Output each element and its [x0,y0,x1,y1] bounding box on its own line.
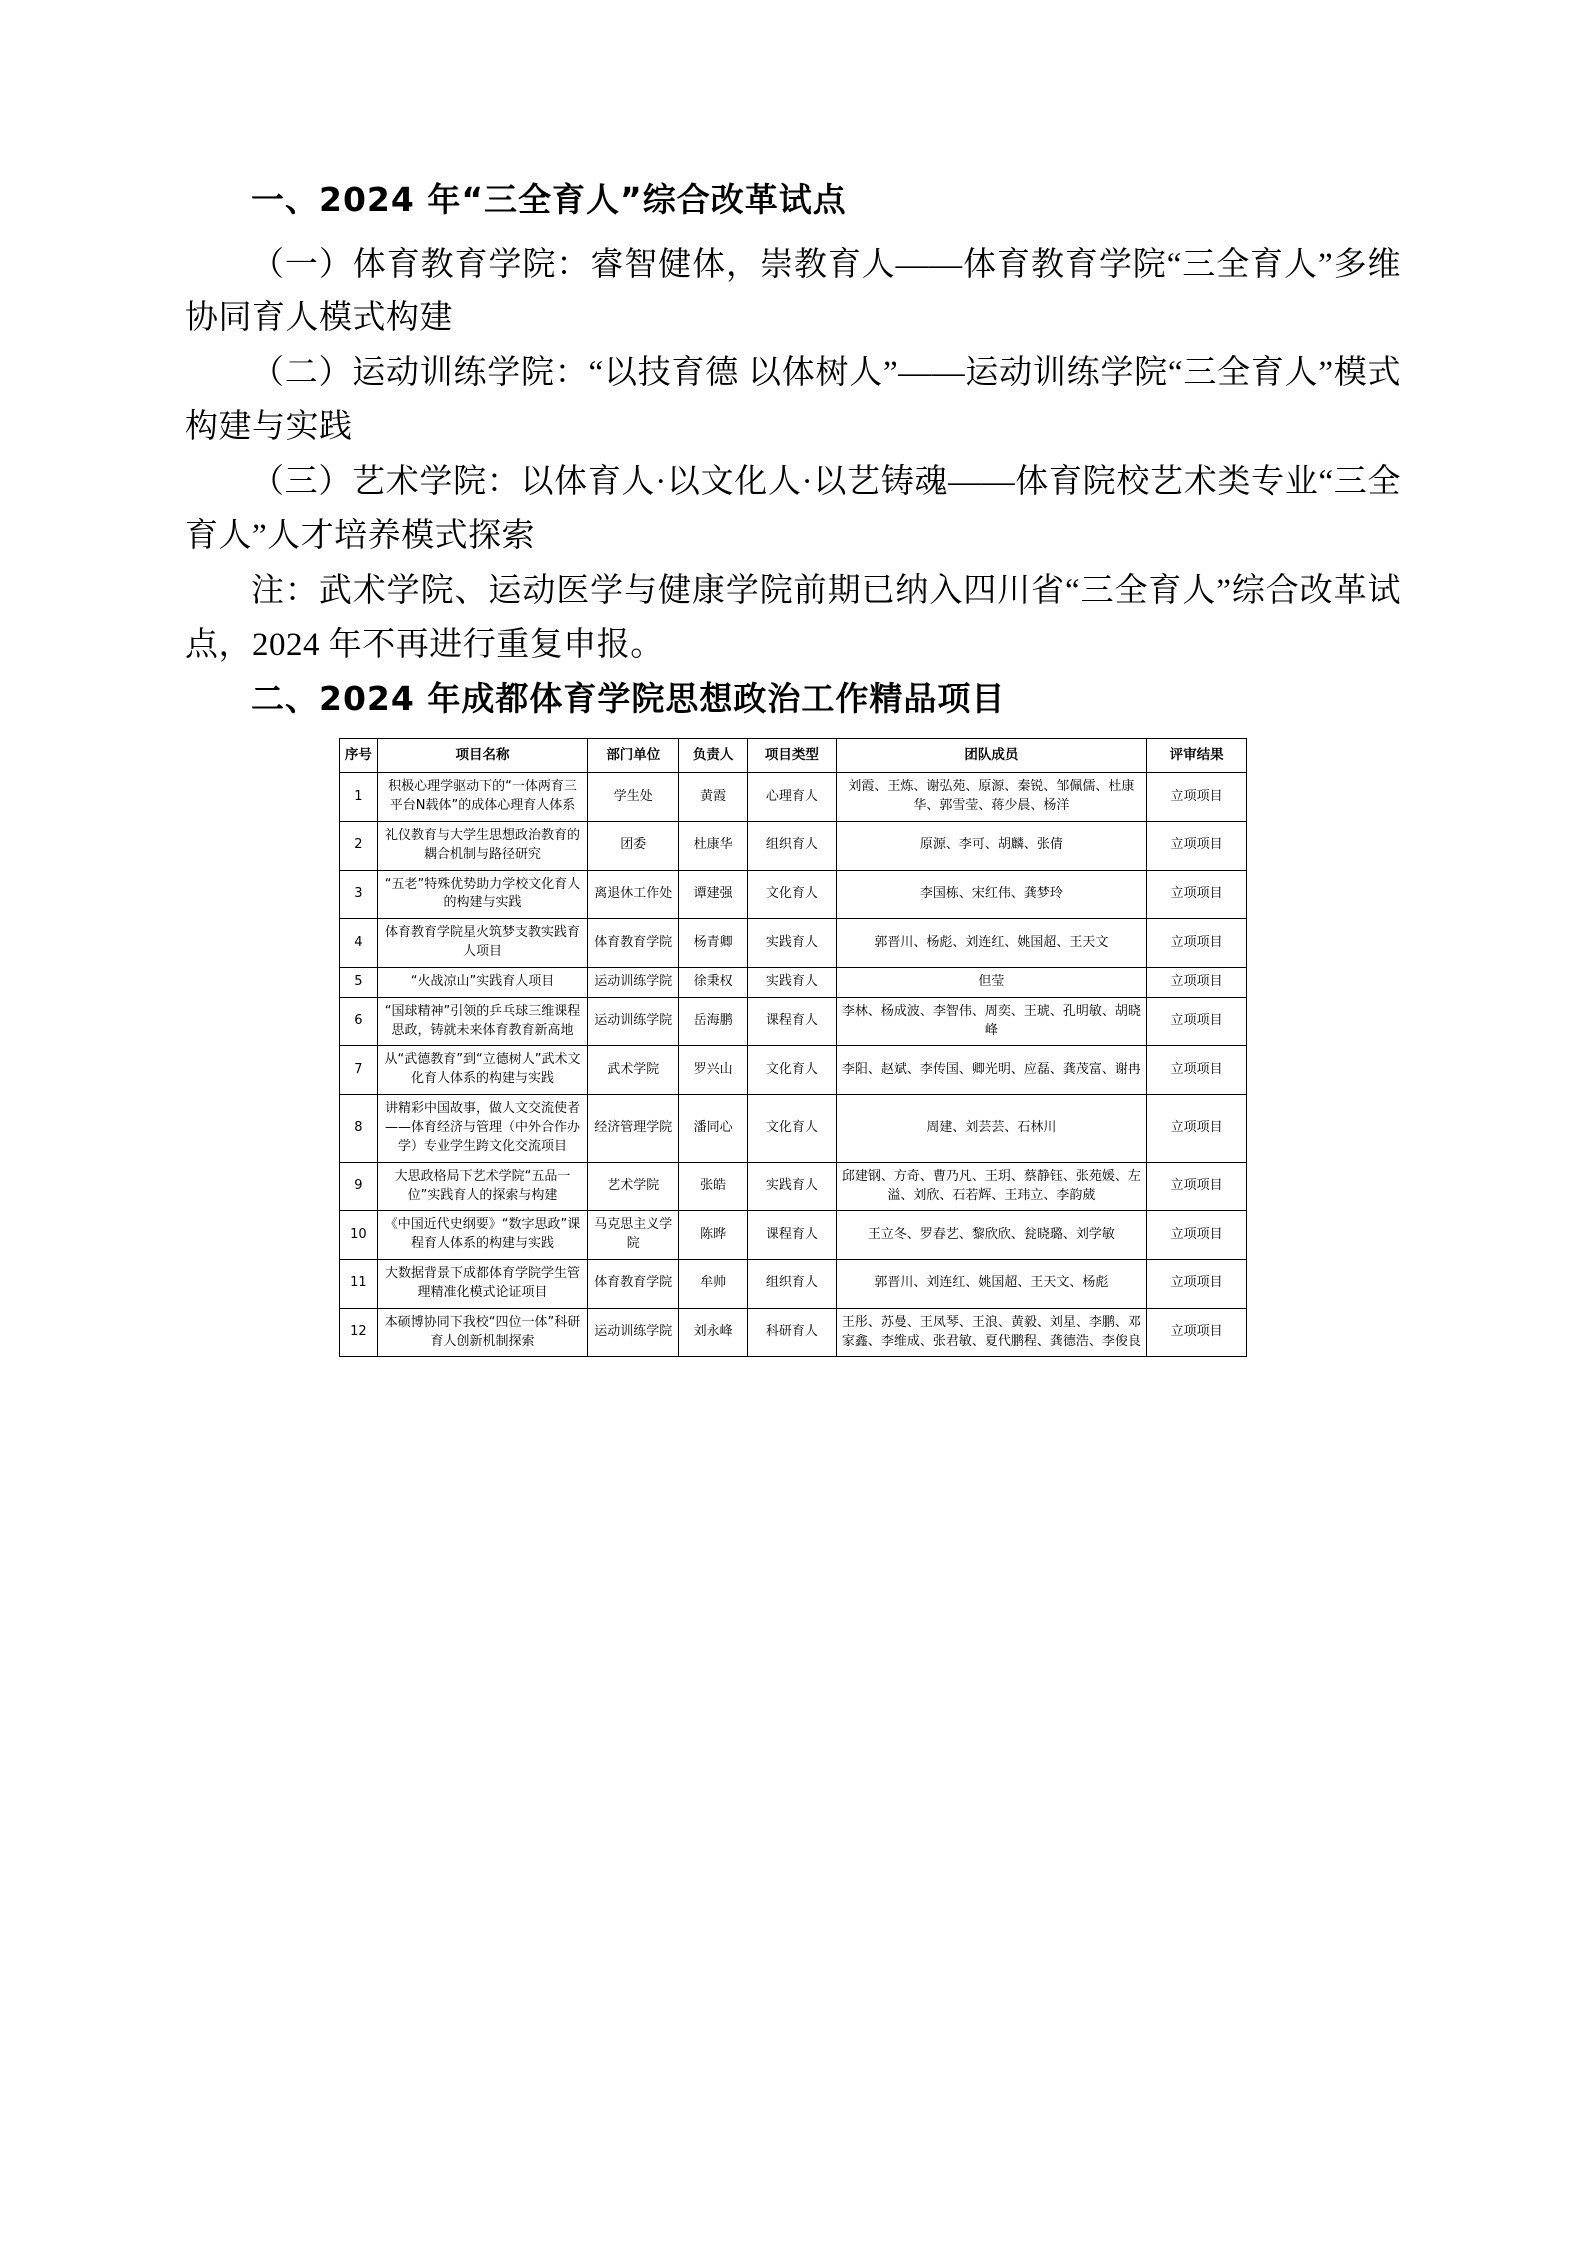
cell-leader: 牟帅 [679,1260,748,1309]
cell-result: 立项项目 [1147,821,1247,870]
header-dept: 部门单位 [588,738,679,773]
cell-name: 从“武德教育”到“立德树人”武术文化育人体系的构建与实践 [377,1046,588,1095]
cell-team: 郭晋川、刘连红、姚国超、王天文、杨彪 [836,1260,1146,1309]
cell-name: 大数据背景下成都体育学院学生管理精准化模式论证项目 [377,1260,588,1309]
cell-leader: 岳海鹏 [679,997,748,1046]
table-header-row [340,738,1247,773]
cell-dept: 体育教育学院 [588,919,679,968]
cell-name: 《中国近代史纲要》“数字思政”课程育人体系的构建与实践 [377,1211,588,1260]
cell-result: 立项项目 [1147,967,1247,997]
cell-dept: 离退休工作处 [588,870,679,919]
projects-table [339,738,1247,1358]
cell-result: 立项项目 [1147,1211,1247,1260]
cell-type: 组织育人 [748,821,837,870]
table-body [340,773,1247,1357]
cell-dept: 团委 [588,821,679,870]
cell-type: 实践育人 [748,919,837,968]
table-row [340,1162,1247,1211]
cell-leader: 杨青卿 [679,919,748,968]
cell-no: 11 [340,1260,378,1309]
cell-result: 立项项目 [1147,919,1247,968]
table-row [340,919,1247,968]
cell-leader: 张皓 [679,1162,748,1211]
cell-leader: 陈晔 [679,1211,748,1260]
cell-name: 体育教育学院星火筑梦支教实践育人项目 [377,919,588,968]
table-row [340,773,1247,822]
cell-leader: 潘同心 [679,1095,748,1163]
cell-result: 立项项目 [1147,1308,1247,1357]
cell-result: 立项项目 [1147,1260,1247,1309]
cell-team: 李林、杨成波、李智伟、周奕、王琥、孔明敏、胡晓峰 [836,997,1146,1046]
section-1-paragraph-3: （三）艺术学院：以体育人·以文化人·以艺铸魂——体育院校艺术类专业“三全育人”人才培养模式探索 [185,464,1401,554]
cell-type: 科研育人 [748,1308,837,1357]
table-row [340,821,1247,870]
cell-leader: 徐秉权 [679,967,748,997]
cell-name: “火战凉山”实践育人项目 [377,967,588,997]
cell-dept: 体育教育学院 [588,1260,679,1309]
cell-name: 大思政格局下艺术学院“五品一位”实践育人的探索与构建 [377,1162,588,1211]
cell-no: 9 [340,1162,378,1211]
cell-type: 实践育人 [748,967,837,997]
cell-no: 2 [340,821,378,870]
cell-type: 文化育人 [748,1046,837,1095]
cell-leader: 黄霞 [679,773,748,822]
cell-dept: 艺术学院 [588,1162,679,1211]
cell-name: 积极心理学驱动下的“一体两育三平台N载体”的成体心理育人体系 [377,773,588,822]
cell-no: 5 [340,967,378,997]
header-name: 项目名称 [377,738,588,773]
cell-dept: 马克思主义学院 [588,1211,679,1260]
cell-team: 郭晋川、杨彪、刘连红、姚国超、王天文 [836,919,1146,968]
cell-type: 组织育人 [748,1260,837,1309]
cell-team: 李国栋、宋红伟、龚梦玲 [836,870,1146,919]
cell-no: 3 [340,870,378,919]
cell-name: “国球精神”引领的乒乓球三维课程思政，铸就未来体育教育新高地 [377,997,588,1046]
cell-leader: 罗兴山 [679,1046,748,1095]
cell-leader: 刘永峰 [679,1308,748,1357]
cell-result: 立项项目 [1147,870,1247,919]
table-row [340,870,1247,919]
table-row [340,997,1247,1046]
cell-no: 1 [340,773,378,822]
cell-dept: 学生处 [588,773,679,822]
cell-dept: 运动训练学院 [588,997,679,1046]
cell-type: 文化育人 [748,1095,837,1163]
cell-team: 周建、刘芸芸、石林川 [836,1095,1146,1163]
header-leader: 负责人 [679,738,748,773]
cell-name: 礼仪教育与大学生思想政治教育的耦合机制与路径研究 [377,821,588,870]
section-1-note: 注：武术学院、运动医学与健康学院前期已纳入四川省“三全育人”综合改革试点，2024 年不再进行重复申报。 [185,573,1401,663]
cell-no: 4 [340,919,378,968]
cell-team: 王立冬、罗春艺、黎欣欣、瓮晓璐、刘学敏 [836,1211,1146,1260]
cell-no: 7 [340,1046,378,1095]
cell-name: 讲精彩中国故事，做人文交流使者——体育经济与管理（中外合作办学）专业学生跨文化交流项目 [377,1095,588,1163]
cell-result: 立项项目 [1147,997,1247,1046]
cell-team: 但莹 [836,967,1146,997]
section-1-paragraph-2: （二）运动训练学院：“以技育德 以体树人”——运动训练学院“三全育人”模式构建与实践 [185,355,1401,445]
table-row [340,1308,1247,1357]
cell-dept: 运动训练学院 [588,967,679,997]
cell-no: 10 [340,1211,378,1260]
cell-no: 6 [340,997,378,1046]
header-type: 项目类型 [748,738,837,773]
header-no: 序号 [340,738,378,773]
section-2-heading: 二、2024 年成都体育学院思想政治工作精品项目 [251,679,1006,719]
table-row [340,1046,1247,1095]
cell-type: 实践育人 [748,1162,837,1211]
cell-type: 课程育人 [748,1211,837,1260]
cell-team: 邱建钢、方奇、曹乃凡、王玥、蔡静钰、张苑媛、左溢、刘欣、石若辉、王玮立、李韵葳 [836,1162,1146,1211]
section-1-heading: 一、2024 年“三全育人”综合改革试点 [251,180,847,219]
table-row [340,1211,1247,1260]
cell-result: 立项项目 [1147,1095,1247,1163]
projects-table-wrapper [185,738,1401,1358]
cell-dept: 经济管理学院 [588,1095,679,1163]
cell-type: 文化育人 [748,870,837,919]
cell-leader: 杜康华 [679,821,748,870]
cell-type: 课程育人 [748,997,837,1046]
cell-no: 8 [340,1095,378,1163]
section-1-paragraph-1: （一）体育教育学院：睿智健体，崇教育人——体育教育学院“三全育人”多维协同育人模式构建 [185,246,1401,336]
cell-result: 立项项目 [1147,1046,1247,1095]
cell-dept: 运动训练学院 [588,1308,679,1357]
cell-team: 原源、李可、胡麟、张倩 [836,821,1146,870]
cell-team: 王彤、苏曼、王凤琴、王浪、黄毅、刘星、李鹏、邓家鑫、李维成、张君敏、夏代鹏程、龚德浩、李俊良 [836,1308,1146,1357]
table-row [340,1095,1247,1163]
cell-name: “五老”特殊优势助力学校文化育人的构建与实践 [377,870,588,919]
cell-team: 李阳、赵斌、李传国、卿光明、应磊、龚茂富、谢冉 [836,1046,1146,1095]
cell-no: 12 [340,1308,378,1357]
cell-result: 立项项目 [1147,773,1247,822]
table-row [340,1260,1247,1309]
table-row [340,967,1247,997]
cell-team: 刘霞、王炼、谢弘苑、原源、秦锐、邹佩儒、杜康华、郭雪莹、蒋少晨、杨洋 [836,773,1146,822]
cell-leader: 谭建强 [679,870,748,919]
cell-dept: 武术学院 [588,1046,679,1095]
header-result: 评审结果 [1147,738,1247,773]
header-team: 团队成员 [836,738,1146,773]
cell-result: 立项项目 [1147,1162,1247,1211]
cell-name: 本硕博协同下我校“四位一体”科研育人创新机制探索 [377,1308,588,1357]
cell-type: 心理育人 [748,773,837,822]
